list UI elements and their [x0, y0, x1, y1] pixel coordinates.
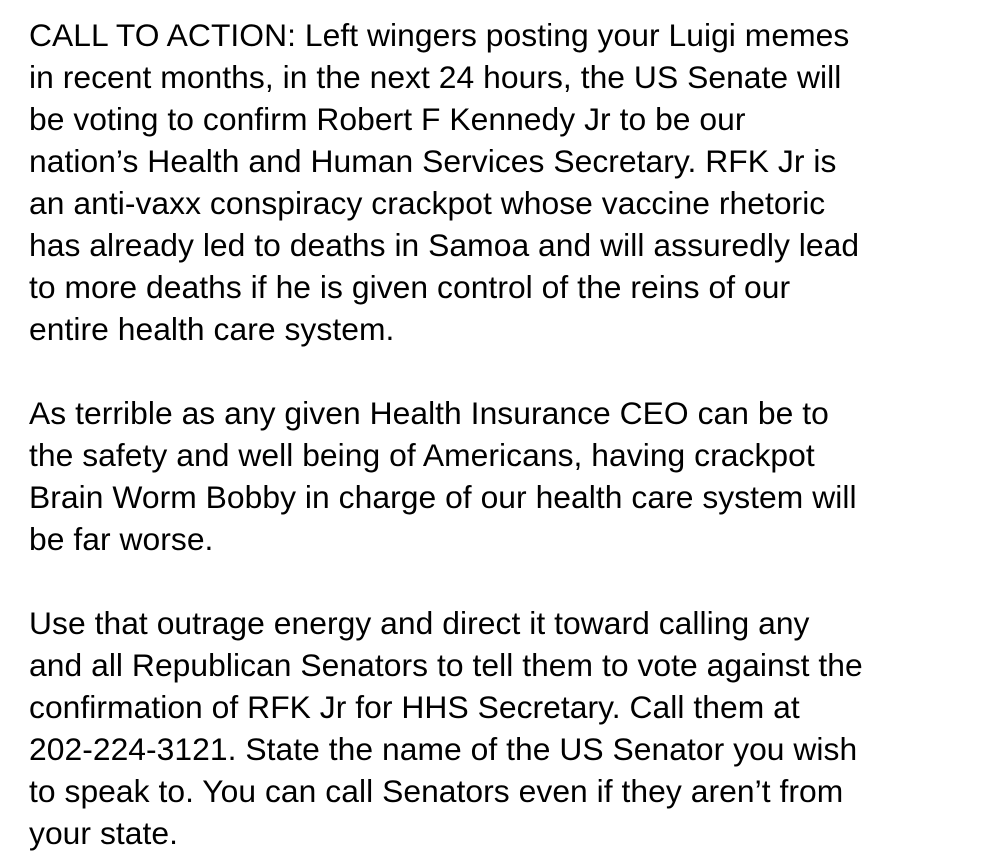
text-line: the safety and well being of Americans, having crackpot [29, 437, 815, 473]
text-line: be voting to confirm Robert F Kennedy Jr to be our [29, 101, 746, 137]
text-line: be far worse. [29, 521, 214, 557]
text-line: an anti-vaxx conspiracy crackpot whose vaccine rhetoric [29, 185, 826, 221]
text-line: has already led to deaths in Samoa and will assuredly lead [29, 227, 860, 263]
text-line: confirmation of RFK Jr for HHS Secretary. Call them at [29, 689, 800, 725]
text-line: to more deaths if he is given control of the reins of our [29, 269, 791, 305]
text-line: entire health care system. [29, 311, 395, 347]
text-line: nation’s Health and Human Services Secretary. RFK Jr is [29, 143, 837, 179]
text-line: Brain Worm Bobby in charge of our health care system will [29, 479, 857, 515]
paragraph-instructions [29, 602, 974, 854]
text-line: your state. [29, 815, 179, 851]
text-line: CALL TO ACTION: Left wingers posting your Luigi memes [29, 17, 850, 53]
text-line: As terrible as any given Health Insurance CEO can be to [29, 395, 829, 431]
text-line: and all Republican Senators to tell them to vote against the [29, 647, 863, 683]
paragraph-comparison [29, 392, 974, 560]
paragraph-spacer [29, 350, 974, 392]
paragraph-call-to-action [29, 14, 974, 350]
text-line: in recent months, in the next 24 hours, the US Senate will [29, 59, 842, 95]
text-line: 202-224-3121. State the name of the US Senator you wish [29, 731, 858, 767]
paragraph-spacer [29, 560, 974, 602]
text-line: to speak to. You can call Senators even if they aren’t from [29, 773, 844, 809]
text-line: Use that outrage energy and direct it toward calling any [29, 605, 810, 641]
